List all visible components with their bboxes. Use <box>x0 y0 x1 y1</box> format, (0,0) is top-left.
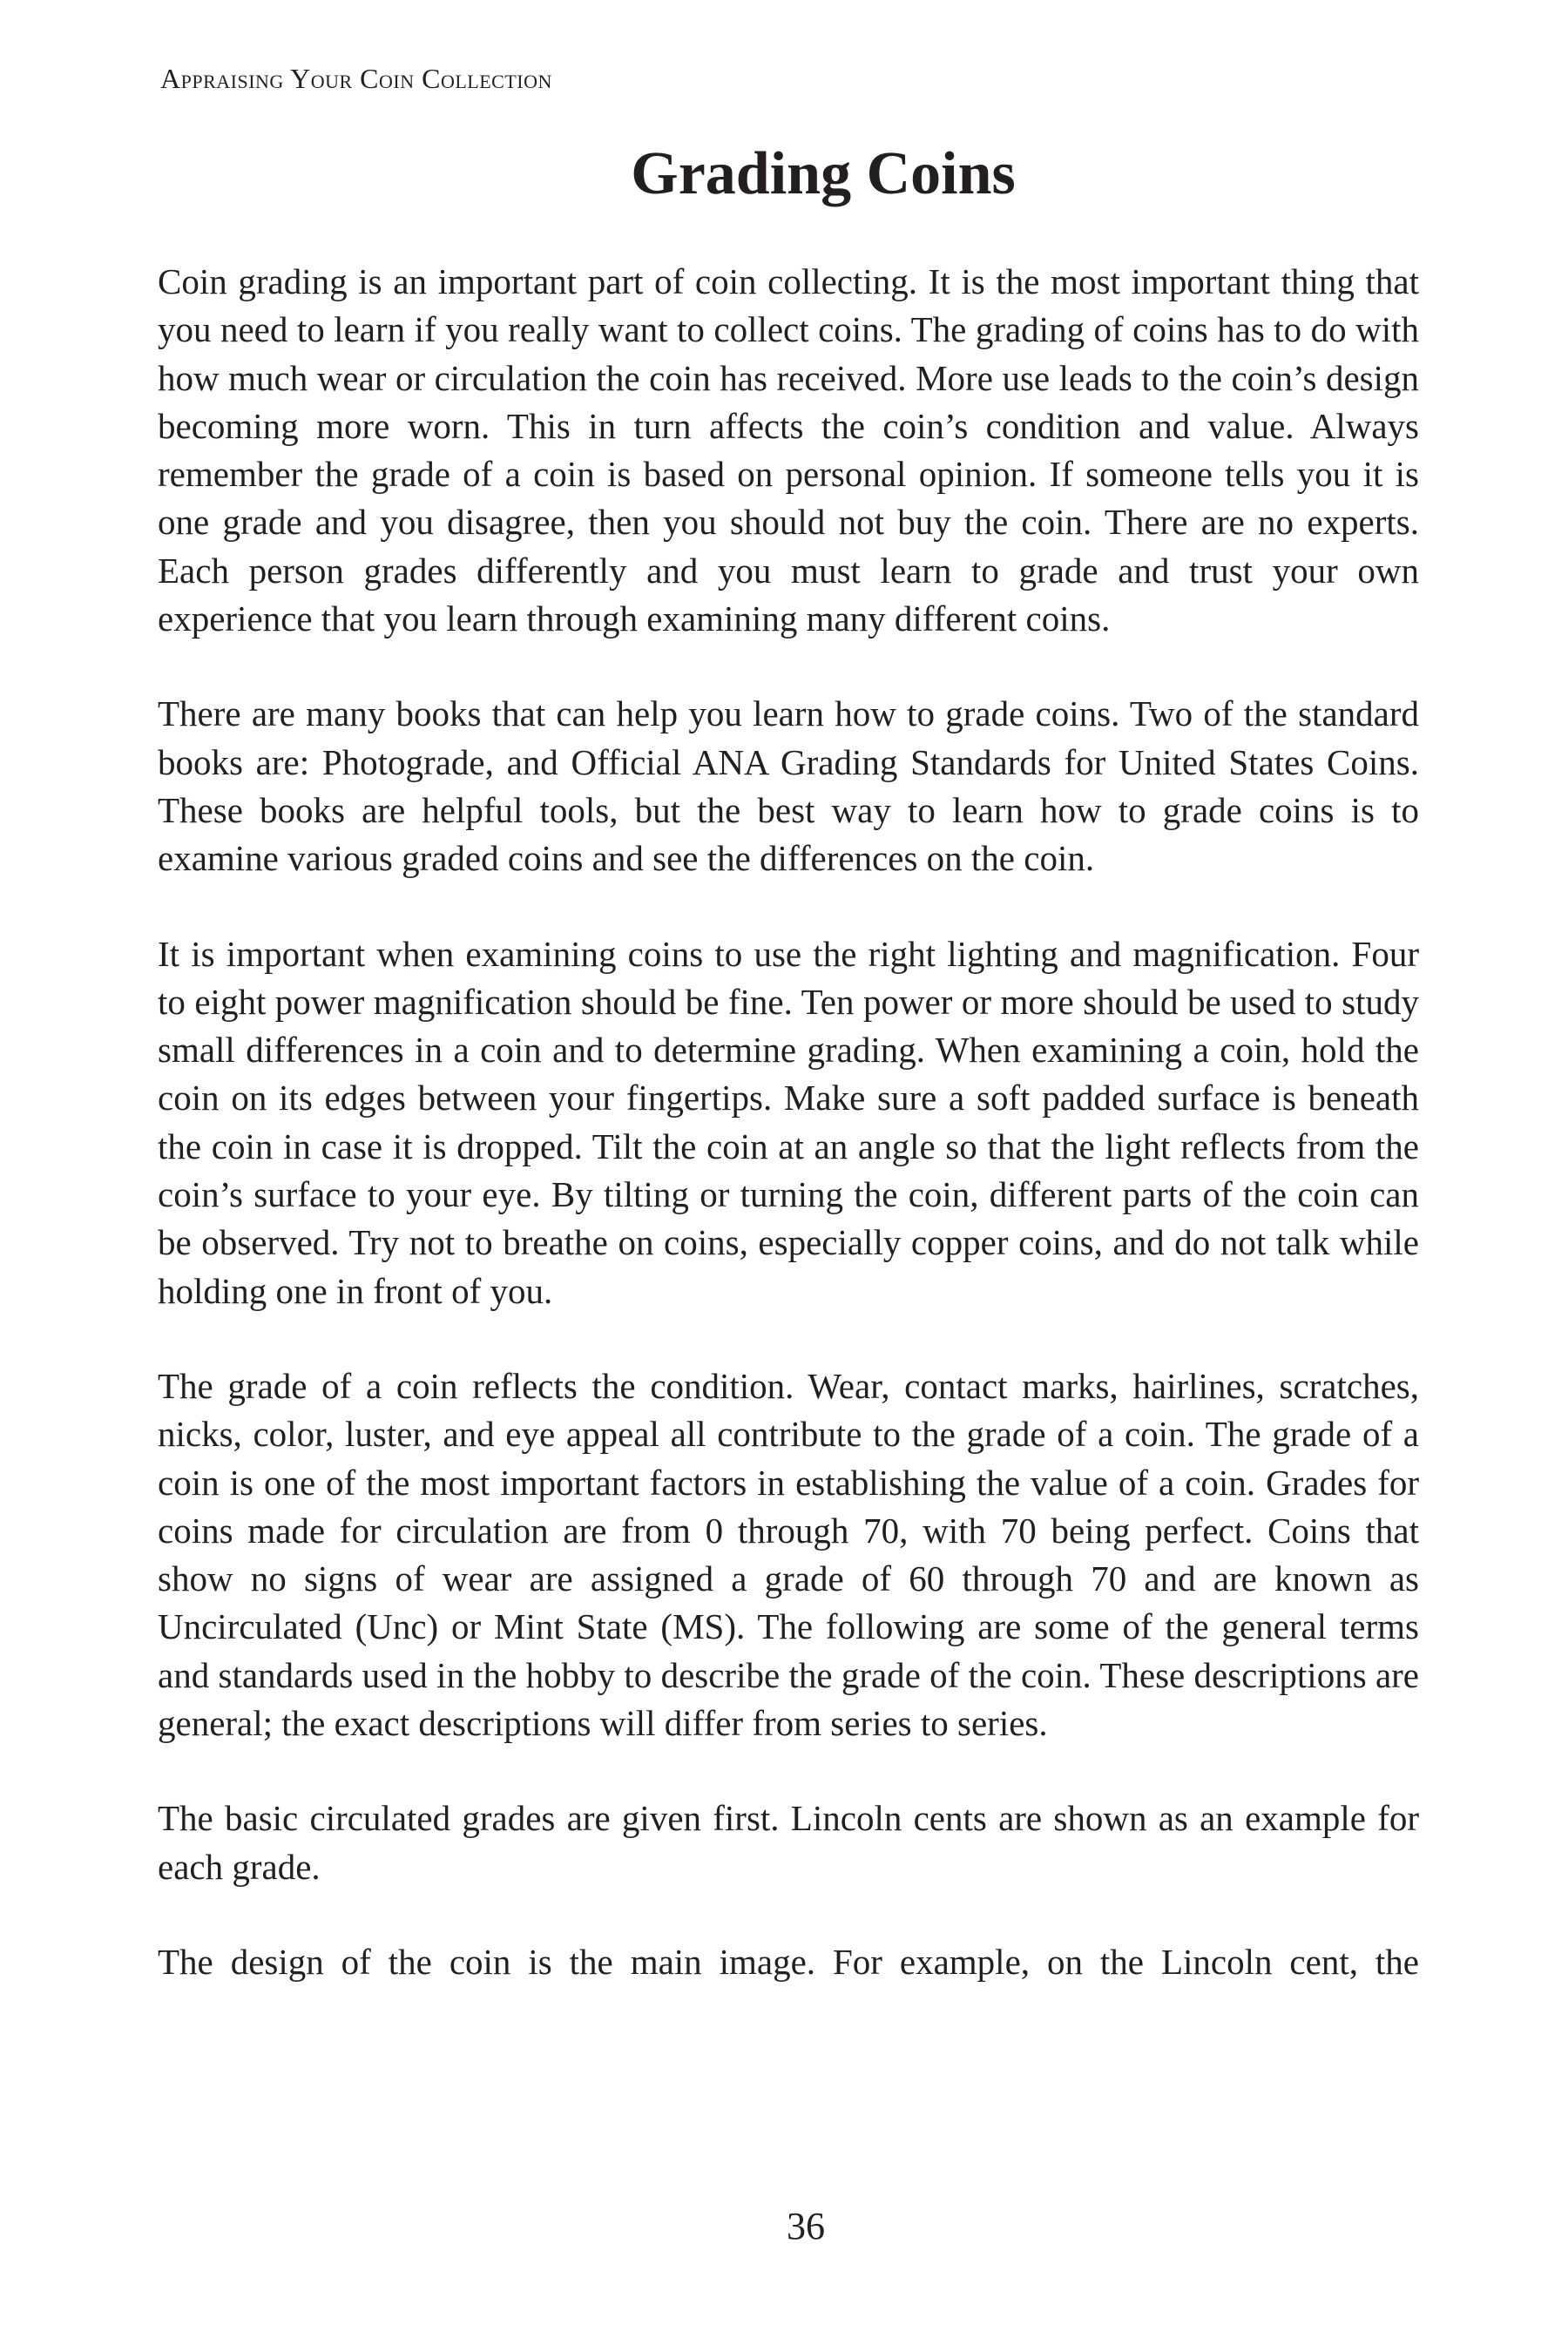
running-header: Appraising Your Coin Collection <box>160 63 552 94</box>
page-title: Grading Coins <box>631 140 1016 207</box>
paragraph-grade-condition: The grade of a coin reflects the condition. Wear, contact marks, hairlines, scratches, nicks, color, luster, and eye appeal all contribute to the grade of a coin. The grade of a coin is one of the most important factors in establishing the value of a coin. Grades for coins made for circulation are from 0 through 70, with 70 being perfect. Coins that show no signs of wear are assigned a grade of 60 through 70 and are known as Uncirculated (Unc) or Mint State (MS). The following are some of the general terms and standards used in the hobby to describe the grade of the coin. These descriptions are general; the exact descriptions will differ from series to series. <box>158 1365 1419 1744</box>
paragraph-coin-design: The design of the coin is the main image. For example, on the Lincoln cent, the <box>158 1941 1419 1982</box>
paragraph-examining-coins: It is important when examining coins to use the right lighting and magnification. Four to eight power magnification should be fine. Ten power or more should be used to study small differences in a coin and to determine grading. When examining a coin, hold the coin on its edges between your fingertips. Make sure a soft padded surface is beneath the coin in case it is dropped. Tilt the coin at an angle so that the light reflects from the coin’s surface to your eye. By tilting or turning the coin, different parts of the coin can be observed. Try not to breathe on coins, especially copper coins, and do not talk while holding one in front of you. <box>158 933 1419 1311</box>
page-number: 36 <box>787 2205 825 2247</box>
paragraph-grading-books: There are many books that can help you learn how to grade coins. Two of the standard books are: Photograde, and Official ANA Grading Standards for United States Coins. These books are helpful tools, but the best way to learn how to grade coins is to examine various graded coins and see the differences on the coin. <box>158 693 1419 879</box>
body-text <box>158 258 1419 2033</box>
paragraph-circulated-grades: The basic circulated grades are given first. Lincoln cents are shown as an example for each grade. <box>158 1798 1419 1887</box>
paragraph-grading-importance: Coin grading is an important part of coin collecting. It is the most important thing that you need to learn if you really want to collect coins. The grading of coins has to do with how much wear or circulation the coin has received. More use leads to the coin’s design becoming more worn. This in turn affects the coin’s condition and value. Always remember the grade of a coin is based on personal opinion. If someone tells you it is one grade and you disagree, then you should not buy the coin. There are no experts. Each person grades differently and you must learn to grade and trust your own experience that you learn through examining many different coins. <box>158 261 1419 639</box>
